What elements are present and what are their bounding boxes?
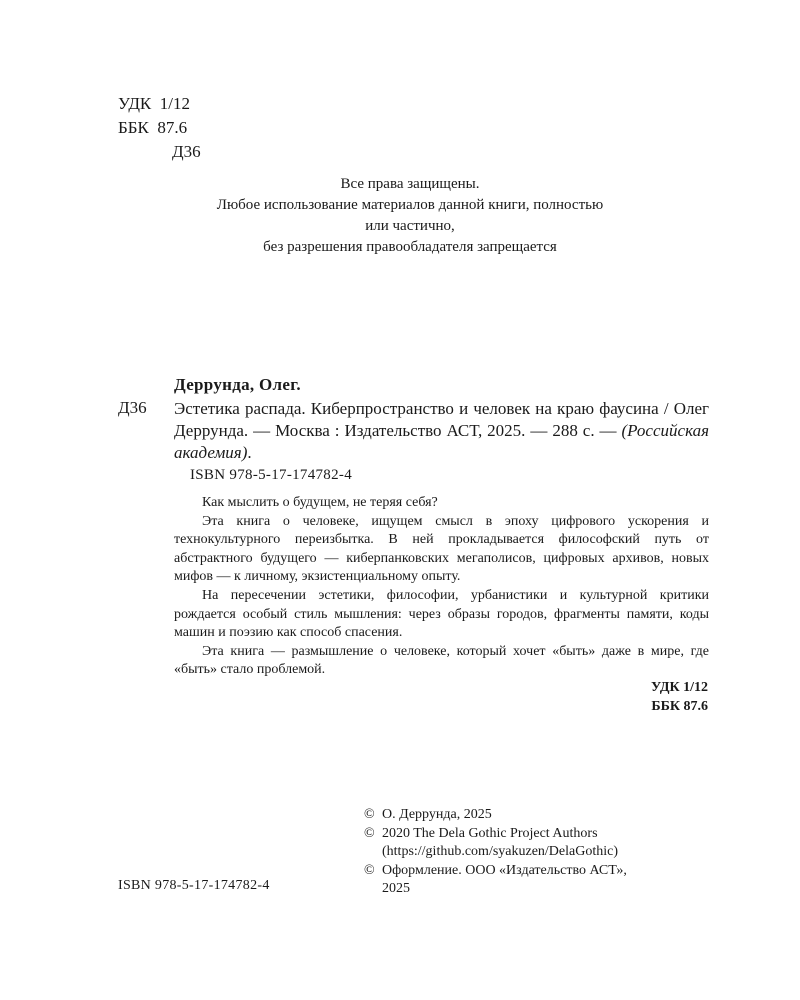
copyright-author-text: О. Деррунда, 2025	[382, 807, 492, 822]
rights-line-4: без разрешения правообладателя запрещается	[263, 239, 557, 255]
series-title: (Российская академия)	[174, 421, 709, 462]
isbn-main: ISBN 978-5-17-174782-4	[190, 467, 353, 483]
bibliographic-description	[174, 398, 709, 464]
description-text: Эстетика распада. Киберпространство и человек на краю фаусина / Олег Деррунда. — Москва : Издательство АСТ, 2025. — 288 с. —	[174, 399, 709, 440]
annotation-paragraph: Эта книга о человеке, ищущем смысл в эпоху цифрового ускорения и технокультурного переизбытка. В ней прокладывается философский путь от абстрактного будущего — киберпанковских мегаполисов, цифровых архивов, новых мифов — к личному, экзистенциальному опыту.	[174, 513, 709, 585]
annotation-paragraph: На пересечении эстетики, философии, урбанистики и культурной критики рождается особый стиль мышления: через образы городов, фрагменты памяти, коды машин и поэзию как способ спасения.	[174, 587, 709, 641]
annotation	[174, 494, 709, 680]
description-end: .	[247, 443, 252, 462]
annotation-paragraph: Эта книга — размышление о человеке, который хочет «быть» даже в мире, где «быть» стало проблемой.	[174, 643, 709, 678]
rights-notice	[140, 174, 680, 258]
author-mark: Д36	[172, 142, 201, 161]
copyright-design-year	[364, 880, 627, 899]
bbk-line	[118, 116, 201, 140]
copyright-font-text: 2020 The Dela Gothic Project Authors	[382, 825, 598, 841]
copyright-font-url-text: (https://github.com/syakuzen/DelaGothic)	[382, 844, 619, 859]
copyright-design	[364, 862, 627, 881]
copyright-symbol: ©	[364, 825, 375, 841]
udk-label: УДК	[118, 94, 152, 113]
bbk-label: ББК	[118, 118, 149, 137]
catalog-author-mark: Д36	[118, 398, 147, 417]
copyright-font-url	[364, 843, 627, 862]
annotation-paragraph: Как мыслить о будущем, не теряя себя?	[202, 495, 438, 510]
rights-line-3: или частично,	[365, 218, 455, 234]
classification-codes-right	[651, 678, 708, 716]
copyright-block	[364, 806, 627, 899]
rights-line-2: Любое использование материалов данной книги, полностью	[216, 197, 604, 213]
classification-codes	[118, 92, 201, 164]
bbk-value: 87.6	[157, 118, 188, 137]
copyright-symbol: ©	[364, 862, 375, 878]
isbn-bottom: ISBN 978-5-17-174782-4	[118, 878, 270, 893]
bbk-right: ББК 87.6	[651, 699, 708, 714]
spacer	[364, 880, 382, 899]
spacer	[364, 843, 382, 862]
rights-line-1: Все права защищены.	[340, 176, 480, 192]
copyright-symbol: ©	[364, 807, 375, 822]
copyright-font	[364, 825, 627, 844]
copyright-design-year-text: 2025	[382, 881, 410, 896]
udk-line	[118, 92, 201, 116]
udk-right: УДК 1/12	[650, 680, 708, 695]
udk-value: 1/12	[159, 94, 190, 113]
author-heading: Деррунда, Олег.	[174, 375, 301, 394]
copyright-design-text: Оформление. ООО «Издательство АСТ»,	[382, 862, 627, 878]
copyright-author	[364, 806, 627, 825]
